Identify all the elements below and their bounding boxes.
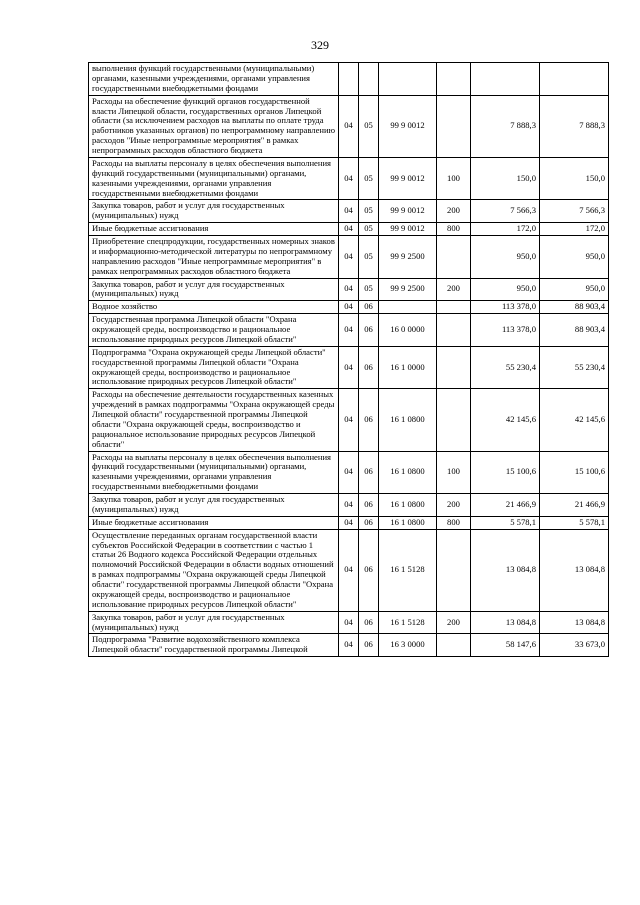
row-subsection-code: 06 xyxy=(359,611,379,634)
row-description: Закупка товаров, работ и услуг для государственных (муниципальных) нужд xyxy=(89,494,339,517)
row-amount-1: 172,0 xyxy=(471,223,540,236)
row-chapter-code: 04 xyxy=(339,516,359,529)
row-expense-type: 200 xyxy=(437,494,471,517)
row-subsection-code: 05 xyxy=(359,278,379,301)
row-amount-1: 15 100,6 xyxy=(471,451,540,494)
row-description: Закупка товаров, работ и услуг для государственных (муниципальных) нужд xyxy=(89,611,339,634)
table-row xyxy=(89,236,609,279)
row-amount-2: 950,0 xyxy=(540,278,609,301)
row-target-article: 16 1 0000 xyxy=(379,346,437,389)
row-expense-type xyxy=(437,63,471,96)
row-amount-2: 15 100,6 xyxy=(540,451,609,494)
row-chapter-code: 04 xyxy=(339,200,359,223)
table-row xyxy=(89,346,609,389)
row-subsection-code: 06 xyxy=(359,301,379,314)
row-target-article: 16 0 0000 xyxy=(379,314,437,347)
row-amount-1: 13 084,8 xyxy=(471,611,540,634)
row-subsection-code: 05 xyxy=(359,200,379,223)
row-amount-1: 950,0 xyxy=(471,236,540,279)
row-amount-2: 13 084,8 xyxy=(540,611,609,634)
row-amount-2: 21 466,9 xyxy=(540,494,609,517)
table-row xyxy=(89,278,609,301)
row-description: Расходы на выплаты персоналу в целях обеспечения выполнения функций государственными (муниципальными) органами, казенными учреждениями, органами управления государственными внебюджетными фондами xyxy=(89,451,339,494)
row-chapter-code: 04 xyxy=(339,346,359,389)
row-amount-1: 5 578,1 xyxy=(471,516,540,529)
table-row xyxy=(89,200,609,223)
row-chapter-code: 04 xyxy=(339,494,359,517)
page-number: 329 xyxy=(311,38,329,52)
row-chapter-code: 04 xyxy=(339,389,359,451)
row-expense-type: 100 xyxy=(437,157,471,200)
table-row xyxy=(89,529,609,611)
row-description: Государственная программа Липецкой области "Охрана окружающей среды, воспроизводство и рациональное использование природных ресурсов Липецкой области" xyxy=(89,314,339,347)
row-amount-2 xyxy=(540,63,609,96)
row-chapter-code: 04 xyxy=(339,611,359,634)
row-amount-1: 113 378,0 xyxy=(471,314,540,347)
table-row xyxy=(89,516,609,529)
row-chapter-code: 04 xyxy=(339,529,359,611)
row-target-article: 99 9 0012 xyxy=(379,200,437,223)
row-amount-2: 150,0 xyxy=(540,157,609,200)
row-description: Расходы на выплаты персоналу в целях обеспечения выполнения функций государственными (муниципальными) органами, казенными учреждениями, органами управления государственными внебюджетными фондами xyxy=(89,157,339,200)
row-subsection-code: 06 xyxy=(359,314,379,347)
row-expense-type: 800 xyxy=(437,516,471,529)
row-chapter-code: 04 xyxy=(339,314,359,347)
row-amount-1 xyxy=(471,63,540,96)
row-amount-2: 88 903,4 xyxy=(540,314,609,347)
table-row xyxy=(89,451,609,494)
row-amount-1: 7 566,3 xyxy=(471,200,540,223)
row-chapter-code: 04 xyxy=(339,634,359,657)
row-expense-type: 200 xyxy=(437,200,471,223)
row-target-article: 99 9 0012 xyxy=(379,157,437,200)
row-chapter-code: 04 xyxy=(339,301,359,314)
row-subsection-code: 06 xyxy=(359,634,379,657)
table-row xyxy=(89,95,609,157)
row-description: Закупка товаров, работ и услуг для государственных (муниципальных) нужд xyxy=(89,200,339,223)
row-amount-1: 55 230,4 xyxy=(471,346,540,389)
row-expense-type: 200 xyxy=(437,611,471,634)
row-description: Приобретение спецпродукции, государственных номерных знаков и информационно-методической литературы по непрограммному направлению расходов "Иные непрограммные мероприятия" в рамках непрограммных расходов областного бюджета xyxy=(89,236,339,279)
row-chapter-code: 04 xyxy=(339,236,359,279)
row-description: Закупка товаров, работ и услуг для государственных (муниципальных) нужд xyxy=(89,278,339,301)
row-target-article xyxy=(379,301,437,314)
row-amount-1: 113 378,0 xyxy=(471,301,540,314)
row-expense-type xyxy=(437,301,471,314)
row-amount-2: 172,0 xyxy=(540,223,609,236)
row-target-article: 16 1 5128 xyxy=(379,611,437,634)
table-row xyxy=(89,157,609,200)
row-subsection-code: 06 xyxy=(359,529,379,611)
row-expense-type: 100 xyxy=(437,451,471,494)
row-description: Подпрограмма "Охрана окружающей среды Липецкой области" государственной программы Липецкой области "Охрана окружающей среды, воспроизводство и рациональное использование природных ресурсов Липецкой области" xyxy=(89,346,339,389)
row-description: выполнения функций государственными (муниципальными) органами, казенными учреждениями, органами управления государственными внебюджетными фондами xyxy=(89,63,339,96)
row-target-article: 16 1 0800 xyxy=(379,389,437,451)
row-target-article: 16 1 0800 xyxy=(379,516,437,529)
row-target-article: 99 9 0012 xyxy=(379,95,437,157)
table-row xyxy=(89,389,609,451)
row-target-article: 99 9 2500 xyxy=(379,278,437,301)
row-amount-2: 33 673,0 xyxy=(540,634,609,657)
table-row xyxy=(89,63,609,96)
row-target-article: 99 9 2500 xyxy=(379,236,437,279)
row-subsection-code xyxy=(359,63,379,96)
row-target-article: 16 1 0800 xyxy=(379,494,437,517)
row-description: Подпрограмма "Развитие водохозяйственного комплекса Липецкой области" государственной программы Липецкой xyxy=(89,634,339,657)
row-target-article xyxy=(379,63,437,96)
row-subsection-code: 06 xyxy=(359,389,379,451)
row-subsection-code: 05 xyxy=(359,157,379,200)
budget-table xyxy=(88,62,609,657)
row-subsection-code: 05 xyxy=(359,236,379,279)
row-expense-type xyxy=(437,346,471,389)
row-amount-1: 42 145,6 xyxy=(471,389,540,451)
row-amount-2: 5 578,1 xyxy=(540,516,609,529)
table-row xyxy=(89,314,609,347)
row-chapter-code: 04 xyxy=(339,157,359,200)
row-target-article: 99 9 0012 xyxy=(379,223,437,236)
row-description: Расходы на обеспечение функций органов государственной власти Липецкой области, государственных органов Липецкой области (за исключением расходов на выплаты по оплате труда работников указанных органов) по непрограммному направлению расходов "Иные непрограммные мероприятия" в рамках непрограммных расходов областного бюджета xyxy=(89,95,339,157)
table-row xyxy=(89,494,609,517)
row-amount-2: 7 888,3 xyxy=(540,95,609,157)
row-expense-type xyxy=(437,314,471,347)
row-amount-2: 13 084,8 xyxy=(540,529,609,611)
row-amount-1: 150,0 xyxy=(471,157,540,200)
row-subsection-code: 06 xyxy=(359,494,379,517)
row-amount-2: 42 145,6 xyxy=(540,389,609,451)
row-amount-2: 7 566,3 xyxy=(540,200,609,223)
row-subsection-code: 05 xyxy=(359,223,379,236)
row-amount-1: 13 084,8 xyxy=(471,529,540,611)
row-amount-1: 58 147,6 xyxy=(471,634,540,657)
row-chapter-code: 04 xyxy=(339,223,359,236)
row-subsection-code: 06 xyxy=(359,516,379,529)
table-row xyxy=(89,223,609,236)
row-amount-1: 7 888,3 xyxy=(471,95,540,157)
row-subsection-code: 05 xyxy=(359,95,379,157)
row-subsection-code: 06 xyxy=(359,346,379,389)
row-amount-1: 950,0 xyxy=(471,278,540,301)
row-amount-2: 55 230,4 xyxy=(540,346,609,389)
row-description: Иные бюджетные ассигнования xyxy=(89,516,339,529)
table-row xyxy=(89,301,609,314)
row-description: Иные бюджетные ассигнования xyxy=(89,223,339,236)
table-row xyxy=(89,611,609,634)
row-expense-type xyxy=(437,634,471,657)
row-amount-2: 88 903,4 xyxy=(540,301,609,314)
row-chapter-code: 04 xyxy=(339,278,359,301)
row-expense-type xyxy=(437,236,471,279)
row-expense-type: 800 xyxy=(437,223,471,236)
row-chapter-code xyxy=(339,63,359,96)
table-row xyxy=(89,634,609,657)
row-description: Осуществление переданных органам государственной власти субъектов Российской Федерации в соответствии с частью 1 статьи 26 Водного кодекса Российской Федерации отдельных полномочий Российской Федерации в области водных отношений в рамках подпрограммы "Охрана окружающей среды Липецкой области" государственной программы Липецкой области "Охрана окружающей среды, воспроизводство и рациональное использование природных ресурсов Липецкой области" xyxy=(89,529,339,611)
row-expense-type xyxy=(437,95,471,157)
row-amount-2: 950,0 xyxy=(540,236,609,279)
budget-table-body xyxy=(89,63,609,657)
row-expense-type xyxy=(437,389,471,451)
row-expense-type: 200 xyxy=(437,278,471,301)
row-target-article: 16 1 0800 xyxy=(379,451,437,494)
row-target-article: 16 3 0000 xyxy=(379,634,437,657)
row-chapter-code: 04 xyxy=(339,451,359,494)
row-expense-type xyxy=(437,529,471,611)
row-subsection-code: 06 xyxy=(359,451,379,494)
row-description: Расходы на обеспечение деятельности государственных казенных учреждений в рамках подпрограммы "Охрана окружающей среды Липецкой области" государственной программы Липецкой области "Охрана окружающей среды, воспроизводство и рациональное использование природных ресурсов Липецкой области" xyxy=(89,389,339,451)
row-target-article: 16 1 5128 xyxy=(379,529,437,611)
row-chapter-code: 04 xyxy=(339,95,359,157)
row-amount-1: 21 466,9 xyxy=(471,494,540,517)
row-description: Водное хозяйство xyxy=(89,301,339,314)
